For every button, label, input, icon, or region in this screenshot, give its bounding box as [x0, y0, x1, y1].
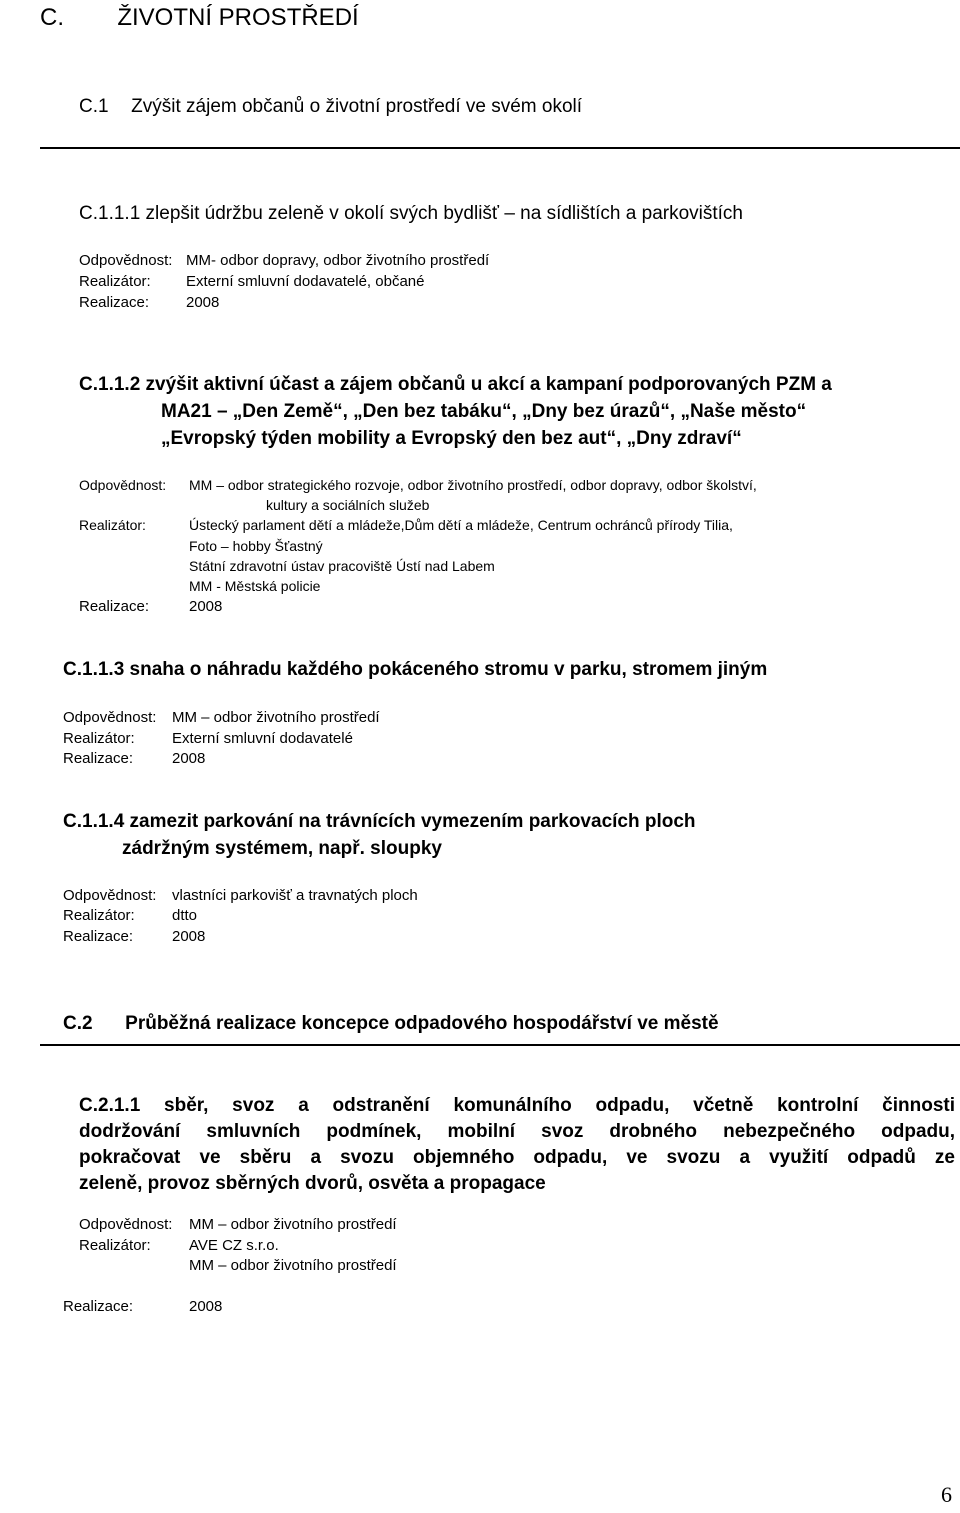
realization-value: 2008 — [189, 1298, 223, 1315]
responsibility-label: Odpovědnost: — [79, 477, 167, 493]
item-title-line: zádržným systémem, např. sloupky — [122, 838, 442, 859]
responsibility-label: Odpovědnost: — [79, 252, 173, 269]
chapter-title: ŽIVOTNÍ PROSTŘEDÍ — [117, 4, 359, 31]
realization-value: 2008 — [172, 750, 206, 767]
realization-value: 2008 — [186, 294, 220, 311]
section-title: Průběžná realizace koncepce odpadového hospodářství ve městě — [125, 1013, 719, 1034]
item-title-c111: C.1.1.1 zlepšit údržbu zeleně v okolí svých bydlišť – na sídlištích a parkovištích — [79, 203, 743, 224]
implementer-value: MM - Městská policie — [189, 578, 321, 594]
implementer-value: Externí smluvní dodavatelé, občané — [186, 273, 425, 290]
item-title-line: zeleně, provoz sběrných dvorů, osvěta a propagace — [79, 1173, 546, 1194]
item-title-line: dodržování smluvních podmínek, mobilní svoz drobného nebezpečného odpadu, — [79, 1121, 955, 1142]
implementer-value: Ústecký parlament dětí a mládeže,Dům dětí a mládeže, Centrum ochránců přírody Tilia, — [189, 517, 733, 533]
item-title-c211 — [79, 1095, 955, 1199]
responsibility-value: MM – odbor životního prostředí — [172, 709, 380, 726]
section-title: Zvýšit zájem občanů o životní prostředí ve svém okolí — [131, 96, 583, 117]
item-title-line: C.1.1.2 zvýšit aktivní účast a zájem občanů u akcí a kampaní podporovaných PZM a — [79, 374, 832, 395]
item-title-line: pokračovat ve sběru a svozu objemného odpadu, ve svozu a využití odpadů ze — [79, 1147, 955, 1168]
section-number: C.1 — [79, 96, 109, 117]
responsibility-value: MM – odbor životního prostředí — [189, 1216, 397, 1233]
implementer-value: Foto – hobby Šťastný — [189, 538, 323, 554]
implementer-value: Externí smluvní dodavatelé — [172, 730, 353, 747]
implementer-value: Státní zdravotní ústav pracoviště Ústí nad Labem — [189, 558, 495, 574]
realization-value: 2008 — [189, 598, 223, 615]
item-title-line: C.2.1.1 sběr, svoz a odstranění komunálního odpadu, včetně kontrolní činnosti — [79, 1095, 955, 1116]
realization-label: Realizace: — [63, 750, 134, 767]
responsibility-value: MM- odbor dopravy, odbor životního prostředí — [186, 252, 490, 269]
implementer-value: AVE CZ s.r.o. — [189, 1237, 279, 1254]
implementer-label: Realizátor: — [79, 1237, 151, 1254]
responsibility-label: Odpovědnost: — [63, 887, 157, 904]
realization-label: Realizace: — [79, 598, 150, 615]
realization-label: Realizace: — [79, 294, 150, 311]
implementer-value: MM – odbor životního prostředí — [189, 1257, 397, 1274]
responsibility-label: Odpovědnost: — [79, 1216, 173, 1233]
section-divider — [40, 1044, 960, 1046]
responsibility-value: vlastníci parkovišť a travnatých ploch — [172, 887, 418, 904]
implementer-label: Realizátor: — [63, 730, 135, 747]
section-number: C.2 — [63, 1013, 93, 1034]
item-title-c113: C.1.1.3 snaha o náhradu každého pokáceného stromu v parku, stromem jiným — [63, 659, 768, 680]
item-title-line: C.1.1.4 zamezit parkování na trávnících vymezením parkovacích ploch — [63, 811, 696, 832]
realization-label: Realizace: — [63, 1298, 134, 1315]
section-heading-c2 — [63, 1013, 719, 1035]
implementer-value: dtto — [172, 907, 198, 924]
responsibility-value: kultury a sociálních služeb — [266, 497, 430, 513]
implementer-label: Realizátor: — [79, 273, 151, 290]
implementer-label: Realizátor: — [79, 517, 146, 533]
item-title-line: „Evropský týden mobility a Evropský den bez aut“, „Dny zdraví“ — [161, 428, 742, 449]
section-heading-c1 — [79, 96, 582, 118]
responsibility-label: Odpovědnost: — [63, 709, 157, 726]
implementer-label: Realizátor: — [63, 907, 135, 924]
chapter-heading — [40, 4, 359, 32]
realization-value: 2008 — [172, 928, 206, 945]
page-number: 6 — [941, 1482, 952, 1507]
chapter-number: C. — [40, 4, 64, 31]
section-divider — [40, 147, 960, 149]
realization-label: Realizace: — [63, 928, 134, 945]
responsibility-value: MM – odbor strategického rozvoje, odbor životního prostředí, odbor dopravy, odbor školství, — [189, 477, 757, 493]
item-title-line: MA21 – „Den Země“, „Den bez tabáku“, „Dny bez úrazů“, „Naše město“ — [161, 401, 807, 422]
